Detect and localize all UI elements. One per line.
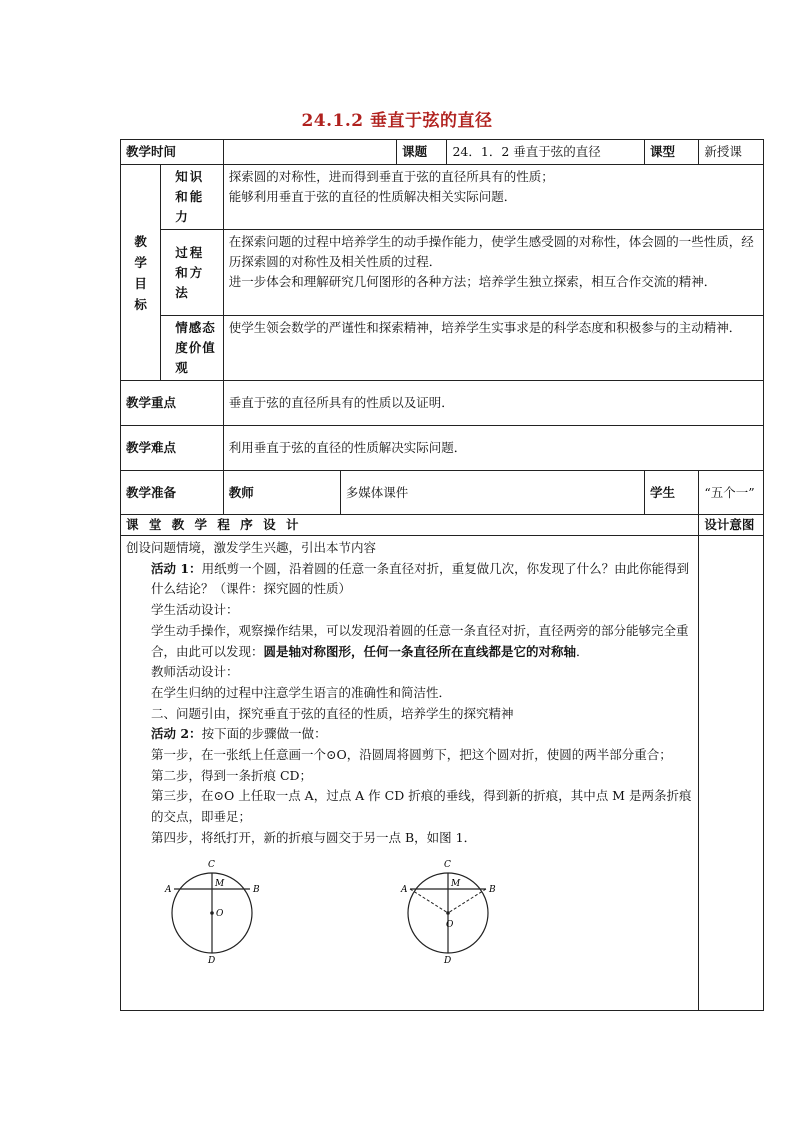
label-b: B: [489, 884, 496, 895]
goal-row-attitude: [121, 316, 764, 381]
topic-value: 24．1．2 垂直于弦的直径: [447, 140, 645, 165]
time-value: [223, 140, 396, 165]
intent-header: 设计意图: [699, 515, 764, 536]
key-point-label: 教学重点: [121, 381, 224, 426]
goal-label-process: 过程和方法: [161, 230, 224, 316]
label-c: C: [444, 859, 451, 870]
difficulty-row: [121, 426, 764, 471]
prep-student-label: 学生: [645, 471, 699, 515]
radius-oa: [410, 889, 448, 913]
goal-text-process: 在探索问题的过程中培养学生的动手操作能力，使学生感受圆的对称性，体会圆的一些性质，经历探索圆的对称性及相关性质的过程． 进一步体会和理解研究几何图形的各种方法；培养学生独立探索，相互合作交流的精神．: [223, 230, 763, 316]
label-m: M: [215, 878, 225, 889]
prep-row: [121, 471, 764, 515]
circle-figure-right: [396, 853, 506, 965]
process-header: 课 堂 教 学 程 序 设 计: [121, 515, 699, 536]
circle-figure-left: [160, 853, 270, 965]
label-a: A: [165, 884, 172, 895]
label-d: D: [208, 955, 216, 965]
key-point-text: 垂直于弦的直径所具有的性质以及证明．: [223, 381, 763, 426]
process-body-row: [121, 536, 764, 1011]
student-design-label: 学生活动设计：: [151, 602, 239, 618]
goal-label-attitude: 情感态度价值观: [161, 316, 224, 381]
goals-label-text: 教学目标: [134, 233, 147, 312]
difficulty-text: 利用垂直于弦的直径的性质解决实际问题．: [223, 426, 763, 471]
step-1: 第一步，在一张纸上任意画一个⊙O，沿圆周将圆剪下，把这个圆对折，使圆的两半部分重合；: [151, 747, 672, 763]
activity-1-text: 用纸剪一个圆，沿着圆的任意一条直径对折，重复做几次，你发现了什么？由此你能得到什么结论？（课件：探究圆的性质）: [151, 560, 690, 597]
prep-student-value: “五个一”: [699, 471, 764, 515]
section-2-title: 二、问题引由，探究垂直于弦的直径的性质，培养学生的探究精神: [151, 705, 514, 721]
activity-1-label: 活动 1：: [151, 560, 202, 576]
radius-ob: [448, 889, 486, 913]
activity-2: [126, 724, 693, 745]
center-point: [446, 911, 450, 915]
teacher-design-label: 教师活动设计：: [151, 664, 239, 680]
student-text-end: ．: [576, 643, 589, 659]
goal-label-knowledge: 知识和能力: [161, 165, 224, 230]
difficulty-label: 教学难点: [121, 426, 224, 471]
center-point: [210, 911, 214, 915]
time-label: 教学时间: [121, 140, 224, 165]
teacher-design-text: 在学生归纳的过程中注意学生语言的准确性和简洁性．: [151, 684, 452, 700]
student-text-a: 学生动手操作，观察操作结果，可以发现沿着圆的任意一条直径对折，直径两旁的部分能够完全重合，由此可以发现：: [151, 622, 689, 659]
label-d: D: [444, 955, 452, 965]
intro-line: 创设问题情境，激发学生兴趣，引出本节内容: [126, 540, 377, 555]
document-title: 24.1.2 垂直于弦的直径: [301, 111, 493, 131]
type-label: 课型: [645, 140, 699, 165]
goals-label: [121, 165, 161, 381]
intent-body: [699, 536, 764, 1011]
step-4: 第四步，将纸打开，新的折痕与圆交于另一点 B，如图 1．: [151, 829, 477, 845]
lesson-plan-table: [120, 139, 764, 1011]
prep-teacher-value: 多媒体课件: [340, 471, 644, 515]
process-header-row: [121, 515, 764, 536]
goal-row-knowledge: [121, 165, 764, 230]
label-m: M: [451, 878, 461, 889]
header-row: [121, 140, 764, 165]
step-2: 第二步，得到一条折痕 CD；: [151, 767, 313, 783]
prep-teacher-label: 教师: [223, 471, 340, 515]
label-b: B: [253, 884, 260, 895]
figure-area: [126, 849, 693, 967]
label-a: A: [401, 884, 408, 895]
goal-text-knowledge: 探索圆的对称性，进而得到垂直于弦的直径所具有的性质； 能够利用垂直于弦的直径的性质解决相关实际问题．: [223, 165, 763, 230]
type-value: 新授课: [699, 140, 764, 165]
prep-label: 教学准备: [121, 471, 224, 515]
activity-1: [126, 559, 693, 600]
topic-label: 课题: [397, 140, 447, 165]
key-point-row: [121, 381, 764, 426]
activity-2-text: 按下面的步骤做一做：: [201, 726, 327, 742]
goal-text-attitude: 使学生领会数学的严谨性和探索精神，培养学生实事求是的科学态度和积极参与的主动精神．: [223, 316, 763, 381]
label-o: O: [446, 919, 454, 930]
activity-2-label: 活动 2：: [151, 726, 202, 742]
label-c: C: [208, 859, 215, 870]
student-text-conclusion: 圆是轴对称图形，任何一条直径所在直线都是它的对称轴: [263, 643, 577, 659]
process-body: [121, 536, 699, 1011]
goal-row-process: [121, 230, 764, 316]
student-design-text: [126, 621, 693, 662]
step-3: 第三步，在⊙O 上任取一点 A，过点 A 作 CD 折痕的垂线，得到新的折痕，其中点 M 是两条折痕的交点，即垂足；: [151, 788, 692, 825]
label-o: O: [216, 908, 224, 919]
